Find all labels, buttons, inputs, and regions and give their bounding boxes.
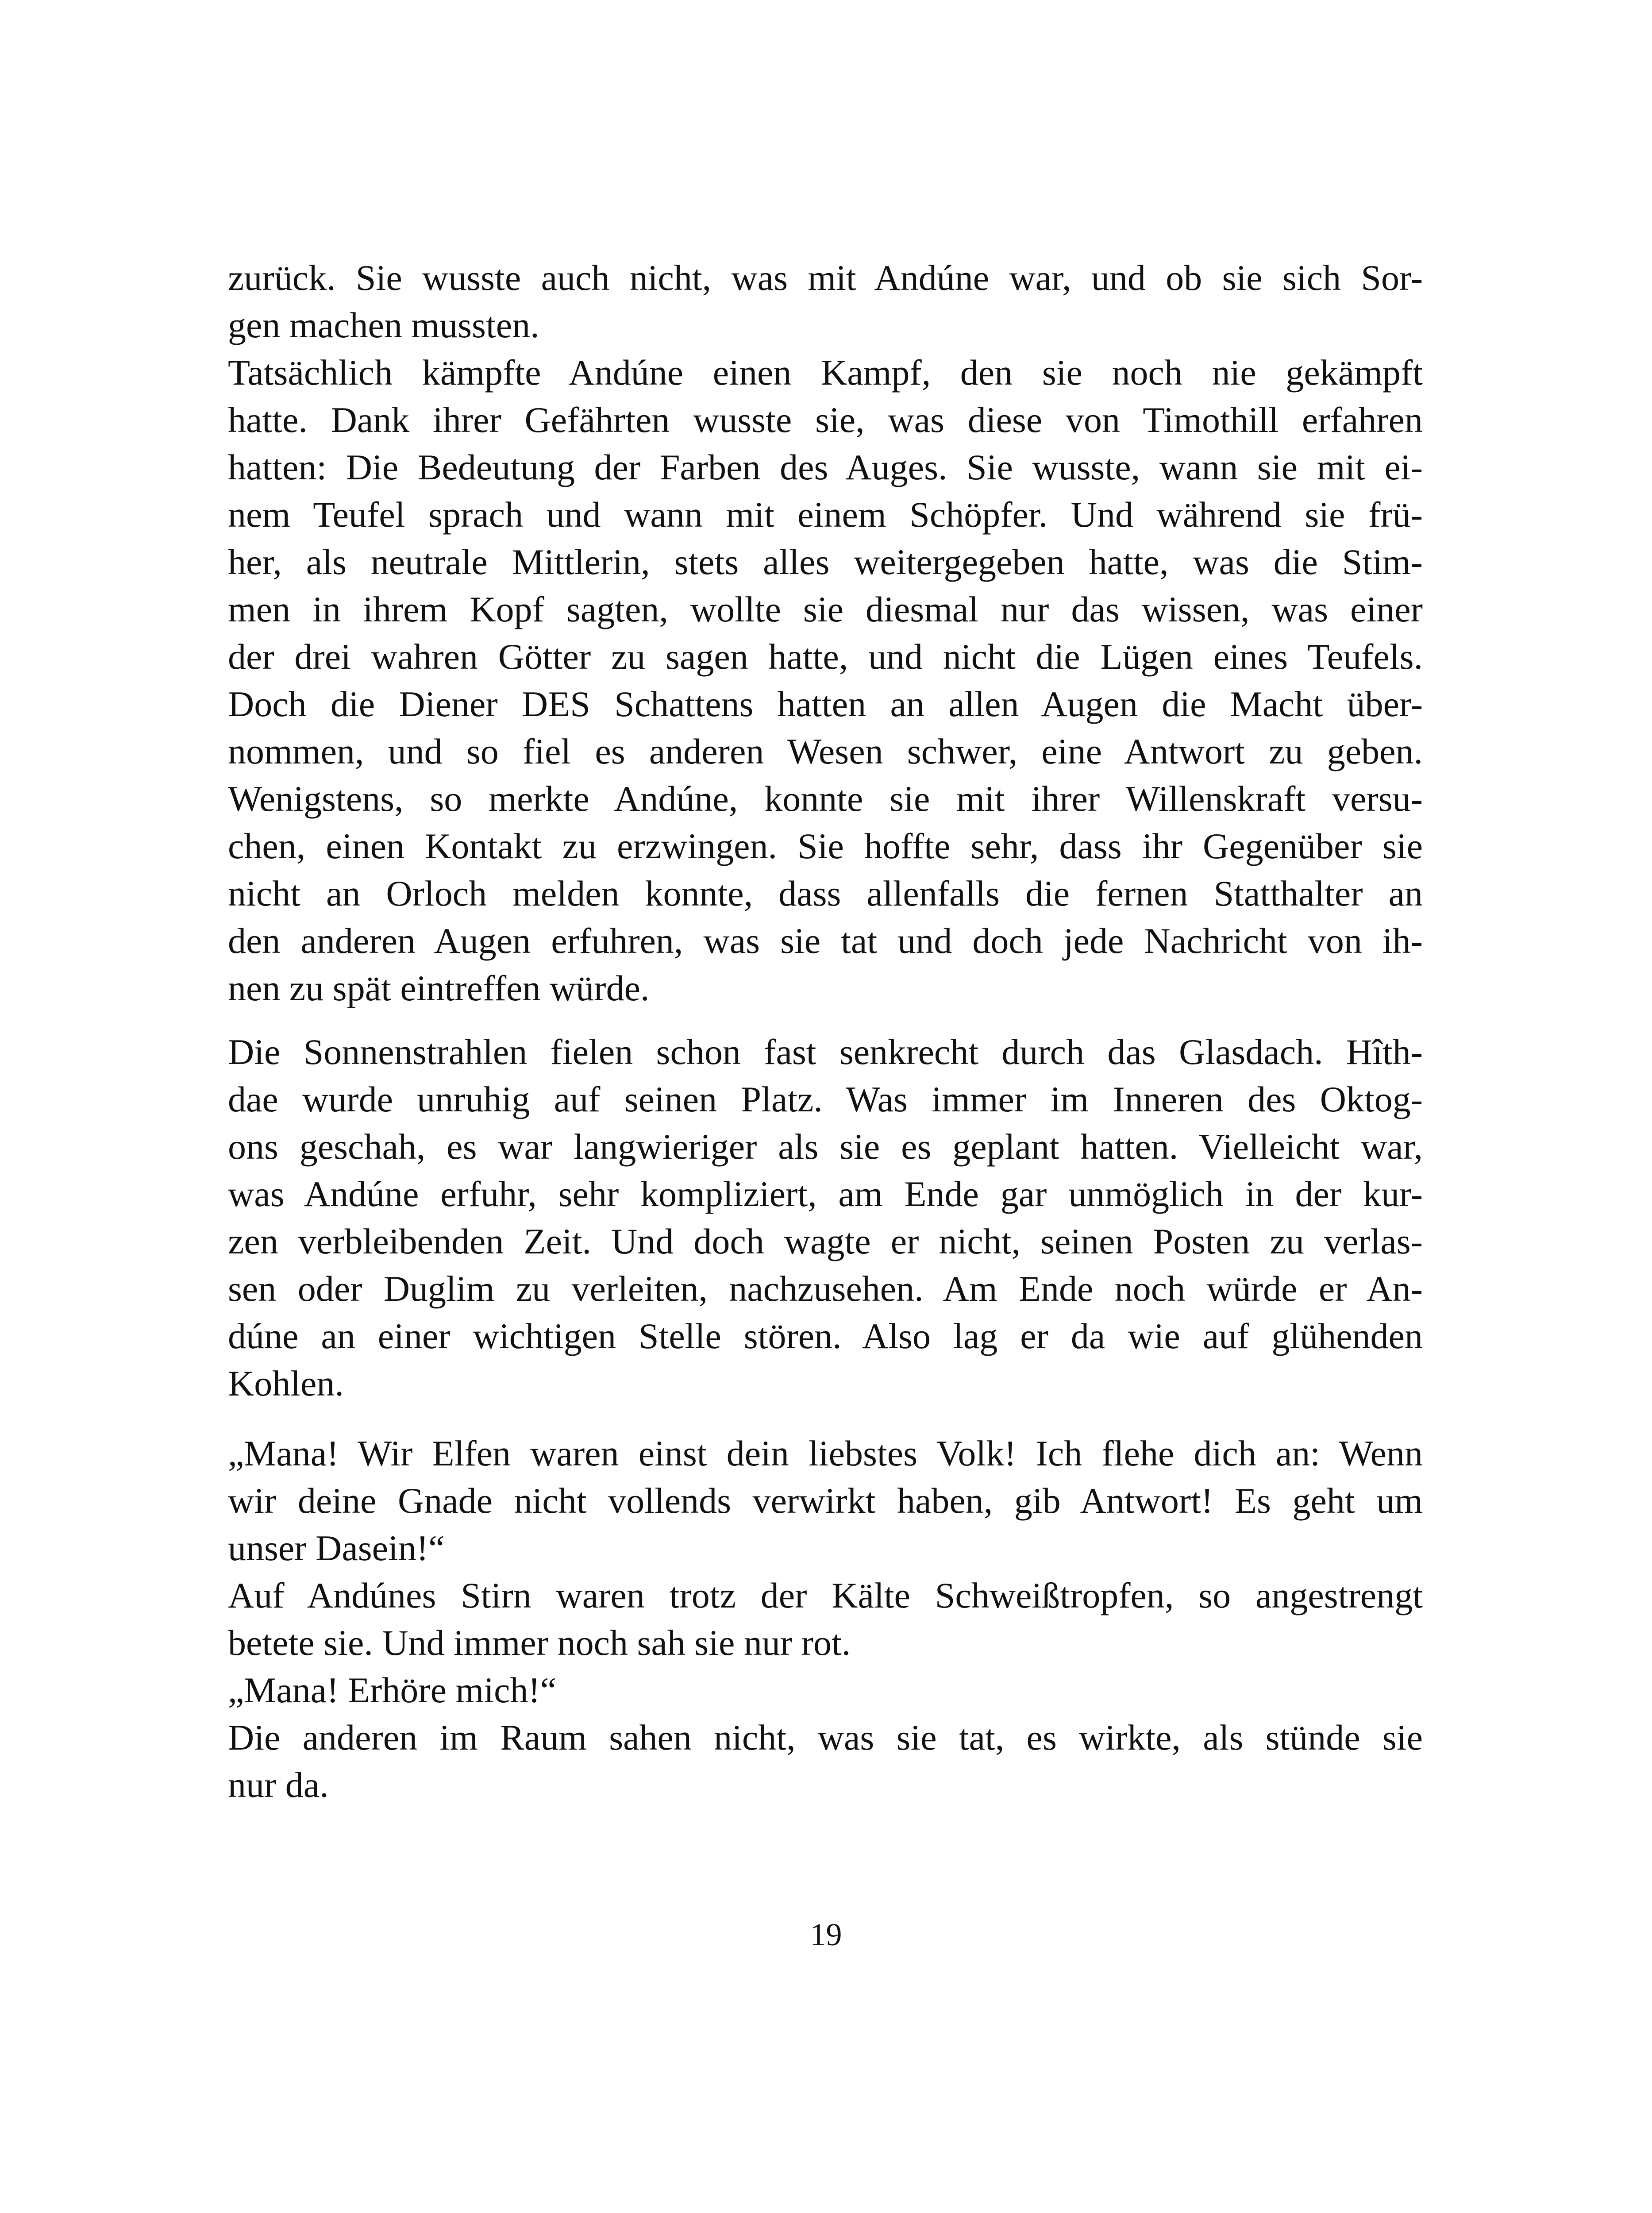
text-line: „Mana! Wir Elfen waren einst dein liebstes Volk! Ich flehe dich an: Wenn xyxy=(228,1433,1423,1473)
text-line: zurück. Sie wusste auch nicht, was mit Andúne war, und ob sie sich Sor- xyxy=(228,258,1423,298)
text-line: betete sie. Und immer noch sah sie nur rot. xyxy=(228,1623,851,1663)
text-line: dae wurde unruhig auf seinen Platz. Was immer im Inneren des Oktog- xyxy=(228,1079,1423,1119)
paragraph xyxy=(228,1666,1423,1714)
text-line: men in ihrem Kopf sagten, wollte sie diesmal nur das wissen, was einer xyxy=(228,589,1423,629)
text-line: hatte. Dank ihrer Gefährten wusste sie, was diese von Timothill erfahren xyxy=(228,400,1423,440)
text-line: Kohlen. xyxy=(228,1363,344,1403)
text-line: Tatsächlich kämpfte Andúne einen Kampf, den sie noch nie gekämpft xyxy=(228,352,1423,393)
paragraph xyxy=(228,1430,1423,1572)
text-line: zen verbleibenden Zeit. Und doch wagte er nicht, seinen Posten zu verlas- xyxy=(228,1221,1423,1261)
text-line: gen machen mussten. xyxy=(228,305,539,345)
text-line: hatten: Die Bedeutung der Farben des Auges. Sie wusste, wann sie mit ei- xyxy=(228,447,1423,487)
text-line: Wenigstens, so merkte Andúne, konnte sie mit ihrer Willenskraft versu- xyxy=(228,779,1423,819)
paragraph xyxy=(228,254,1423,349)
text-line: wir deine Gnade nicht vollends verwirkt haben, gib Antwort! Es geht um xyxy=(228,1480,1423,1521)
text-line: dúne an einer wichtigen Stelle stören. Also lag er da wie auf glühenden xyxy=(228,1316,1423,1356)
text-line: ons geschah, es war langwieriger als sie es geplant hatten. Vielleicht war, xyxy=(228,1126,1423,1167)
text-line: unser Dasein!“ xyxy=(228,1528,445,1568)
text-line: der drei wahren Götter zu sagen hatte, und nicht die Lügen eines Teufels. xyxy=(228,636,1423,677)
paragraph xyxy=(228,1714,1423,1808)
text-line: was Andúne erfuhr, sehr kompliziert, am Ende gar unmöglich in der kur- xyxy=(228,1174,1423,1214)
text-line: Doch die Diener DES Schattens hatten an allen Augen die Macht über- xyxy=(228,684,1423,724)
text-line: nem Teufel sprach und wann mit einem Schöpfer. Und während sie frü- xyxy=(228,494,1423,535)
text-line: Auf Andúnes Stirn waren trotz der Kälte Schweißtropfen, so angestrengt xyxy=(228,1575,1423,1615)
text-line: chen, einen Kontakt zu erzwingen. Sie hoffte sehr, dass ihr Gegenüber sie xyxy=(228,826,1423,866)
paragraph xyxy=(228,349,1423,1012)
text-line: nommen, und so fiel es anderen Wesen schwer, eine Antwort zu geben. xyxy=(228,731,1423,771)
paragraph xyxy=(228,1572,1423,1666)
page-number: 19 xyxy=(810,1917,842,1952)
paragraph xyxy=(228,1028,1423,1407)
text-line: her, als neutrale Mittlerin, stets alles weitergegeben hatte, was die Stim- xyxy=(228,542,1423,582)
text-line: nen zu spät eintreffen würde. xyxy=(228,968,650,1008)
text-line: nur da. xyxy=(228,1765,329,1805)
text-line: sen oder Duglim zu verleiten, nachzusehen. Am Ende noch würde er An- xyxy=(228,1268,1423,1309)
text-line: den anderen Augen erfuhren, was sie tat und doch jede Nachricht von ih- xyxy=(228,921,1423,961)
text-line: nicht an Orloch melden konnte, dass allenfalls die fernen Statthalter an xyxy=(228,873,1423,914)
text-line: Die Sonnenstrahlen fielen schon fast senkrecht durch das Glasdach. Hîth- xyxy=(228,1032,1423,1072)
text-line: „Mana! Erhöre mich!“ xyxy=(228,1670,557,1710)
text-line: Die anderen im Raum sahen nicht, was sie tat, es wirkte, als stünde sie xyxy=(228,1717,1423,1758)
